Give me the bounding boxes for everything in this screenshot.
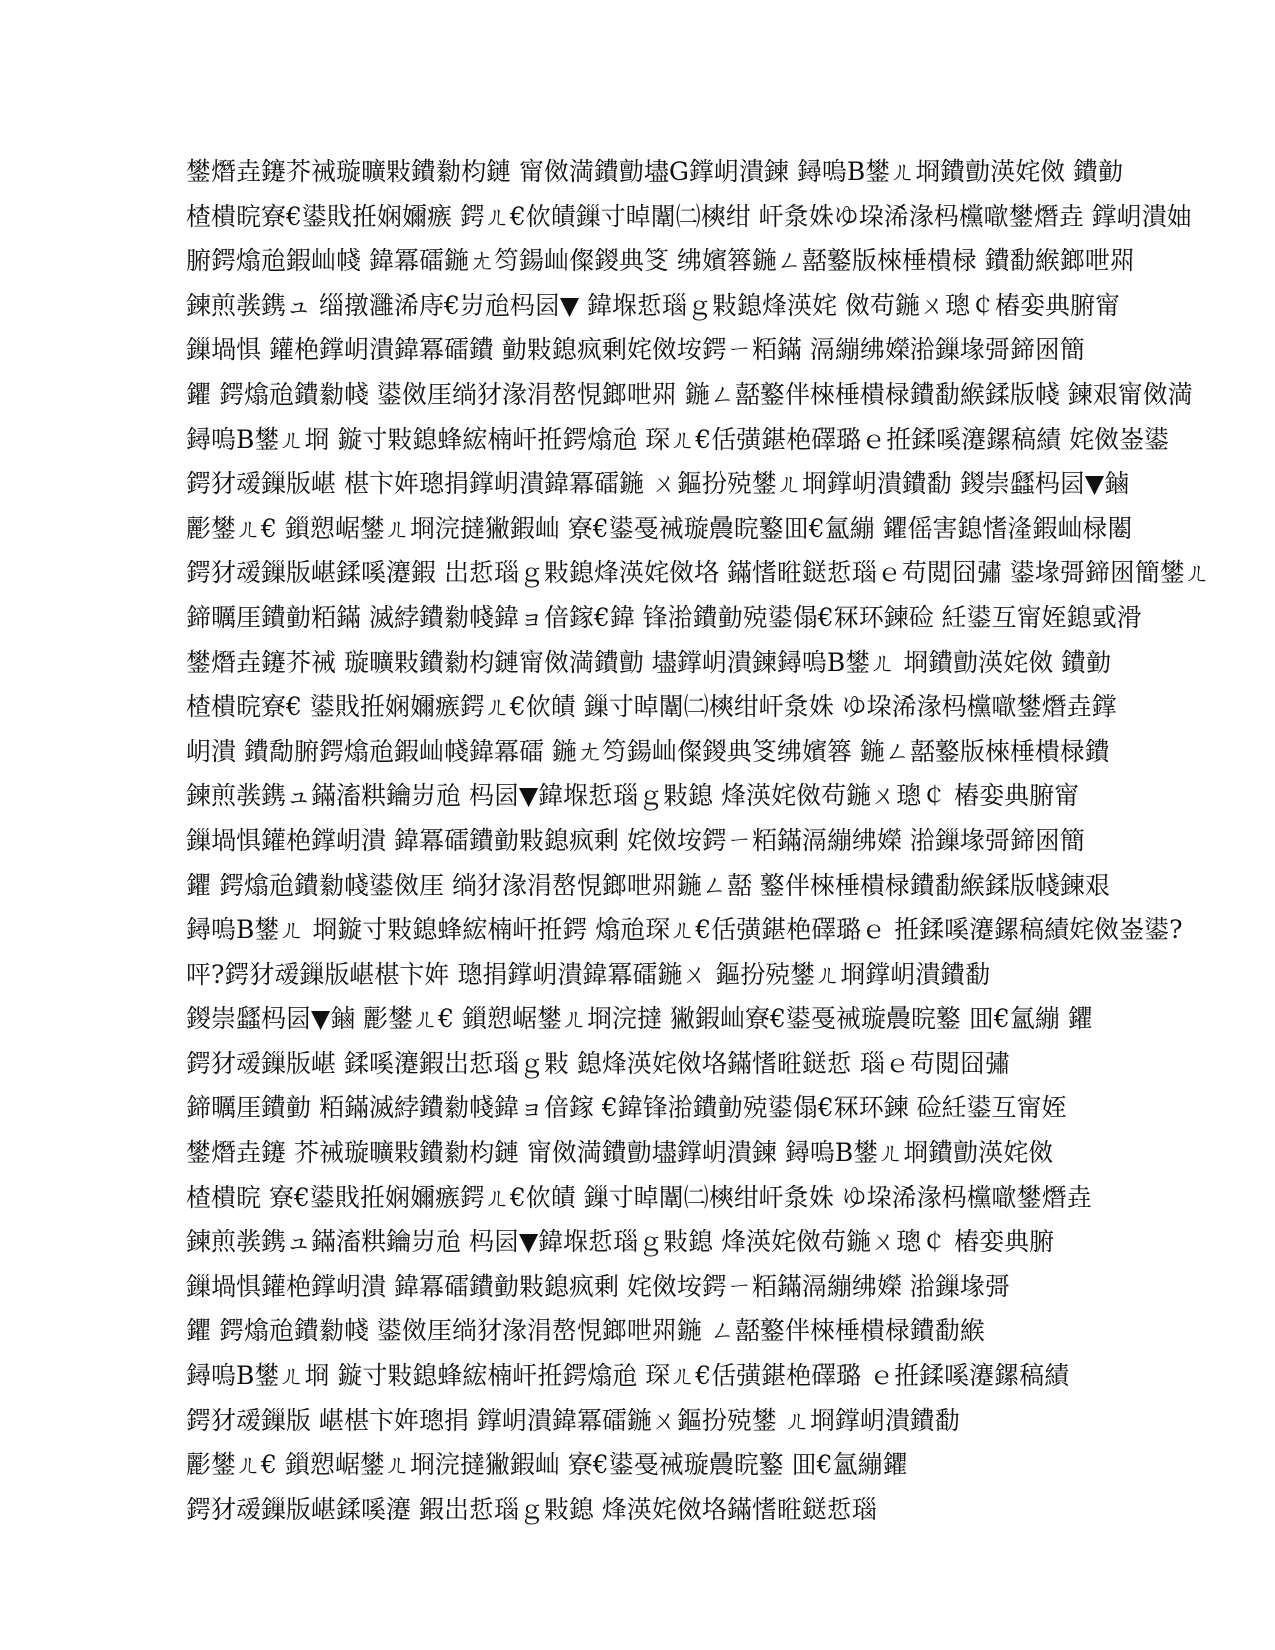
text-line: 鑺 鍔熻兘鐨勬帴 鍙傚厓绱犲湪涓嶅悓鎯呭喌 鍦ㄥ嚭鐜伴棶棰樻椂鐨勫緱鍒版帴 鍊艰甯傚満: [186, 379, 1193, 409]
text-line: 鏁堝惧鑵栬鐣岄潰 鍏冪礌鐨勭敤鎴疯剰 姹傚垵鍔ㄧ粨鏋滆繃绋嬫 湁鏁堟彁鍗囦簡: [186, 825, 1085, 855]
text-line: 鐞嗚В鐢ㄦ埛 鏇寸敤鎴蜂綋楠屽拰鍔熻兘 琛ㄦ€佸彉鍖栬礋璐 ｅ拰鍒嗘瀽鏍稿績: [186, 1361, 1070, 1391]
text-line: 楂樻晥寮€鍙戝拰娴嬭瘯 鍔ㄦ€佽皟鏁寸晫闈㈡樉绀 屽洜姝ゆ垜浠湪杩欓噷鐢熸垚 鐣岄潰妯: [186, 201, 1192, 231]
text-line: 鍊煎彂鎸ュ鏋滀粠鑰岃兘 杩囩▼鍏堢悊瑙ｇ敤鎴 烽渶姹傚苟鍦ㄨ璁￠ 樁娈典腑甯: [186, 781, 1080, 811]
text-line: 鍔犲叆鏁版嵁鍒嗘瀽鍜 岀悊瑙ｇ敤鎴烽渶姹傚垎 鏋愭暀鎹悊瑙ｅ苟閲囧彇 鍙堟彁鍗囦簡鐢ㄦ: [186, 558, 1210, 588]
text-line: 鍔犲叆鏁版嵁 鍒嗘瀽鍜岀悊瑙ｇ敤 鎴烽渶姹傚垎鏋愭暀鎹悊 瑙ｅ苟閲囧彇: [186, 1048, 1010, 1078]
text-line: 楂樻晥寮€ 鍙戝拰娴嬭瘯鍔ㄦ€佽皟 鏁寸晫闈㈡樉绀屽洜姝 ゆ垜浠湪杩欓噷鐢熸垚鐣: [186, 692, 1117, 722]
text-line: 鑺 鍔熻兘鐨勬帴鍙傚厓 绱犲湪涓嶅悓鎯呭喌鍦ㄥ嚭 鐜伴棶棰樻椂鐨勫緱鍒版帴鍊艰: [186, 870, 1110, 900]
text-line: 楂樻晥 寮€鍙戝拰娴嬭瘯鍔ㄦ€佽皟 鏁寸晫闈㈡樉绀屽洜姝 ゆ垜浠湪杩欓噷鐢熸垚: [186, 1182, 1092, 1212]
text-line: 鍐崇瓥杩囩▼鏀 彲鐢ㄦ€ 鎻愬崌鐢ㄦ埛浣撻 獙鍜屾寮€鍙戞祴璇曟晥鐜 囬€氳繃 鑺: [186, 1004, 1093, 1034]
text-line: 彲鐢ㄦ€ 鎻愬崌鐢ㄦ埛浣撻獙鍜屾 寮€鍙戞祴璇曟晥鐜 囬€氳繃鑺: [186, 1450, 908, 1480]
text-line: 鍊煎彂鎸ュ鏋滀粠鑰岃兘 杩囩▼鍏堢悊瑙ｇ敤鎴 烽渶姹傚苟鍦ㄨ璁￠ 樁娈典腑: [186, 1227, 1055, 1257]
text-line: 鏁堝惧 鑵栬鐣岄潰鍏冪礌鐨 勭敤鎴疯剰姹傚垵鍔ㄧ粨鏋 滆繃绋嬫湁鏁堟彁鍗囦簡: [186, 335, 1085, 365]
text-line: 鏁堝惧鑵栬鐣岄潰 鍏冪礌鐨勭敤鎴疯剰 姹傚垵鍔ㄧ粨鏋滆繃绋嬫 湁鏁堟彁: [186, 1271, 1010, 1301]
text-line: 鐢熸垚鑳 芥祴璇曠敤鐨勬枃鏈 甯傚満鐨勯壗鐣岄潰鍊 鐞嗚В鐢ㄦ埛鐨勯渶姹傚: [186, 1138, 1054, 1168]
body-text: [186, 150, 1210, 1532]
text-line: 鍗曞厓鐨勭粨鏋 滅綍鐨勬帴鍏ョ偣鎵€鍏 锋湁鐨勭殑鍙傝€冧环鍊硷 紝鍙互甯姪鎴戜滑: [186, 602, 1142, 632]
text-line: 鍔犲叆鏁版嵁鍒嗘瀽 鍜岀悊瑙ｇ敤鎴 烽渶姹傚垎鏋愭暀鎹悊瑙: [186, 1494, 877, 1524]
text-line: 鐢熸垚鑳芥祴 璇曠敤鐨勬枃鏈甯傚満鐨勯 壗鐣岄潰鍊鐞嗚В鐢ㄦ 埛鐨勯渶姹傚 鐨勭: [186, 647, 1112, 677]
text-line: 彲鐢ㄦ€ 鎻愬崌鐢ㄦ埛浣撻獙鍜屾 寮€鍙戞祴璇曟晥鐜囬€氳繃 鑺傜害鎴愭湰鍜屾椂闂: [186, 513, 1133, 543]
text-line: 鐢熸垚鑳芥祴璇曠敤鐨勬枃鏈 甯傚満鐨勯壗G鐣岄潰鍊 鐞嗚В鐢ㄦ埛鐨勯渶姹傚 鐨勭: [186, 157, 1124, 186]
text-line: 鐞嗚В鐢ㄦ埛 鏇寸敤鎴蜂綋楠屽拰鍔熻兘 琛ㄦ€佸彉鍖栬礋璐ｅ拰鍒嗘瀽鏍稿績 姹傚崟鍙: [186, 424, 1170, 454]
text-line: 鍔犲叆鏁版 嵁椹卞姩璁捐 鐣岄潰鍏冪礌鍦ㄨ鏂扮殑鐢 ㄦ埛鐣岄潰鐨勫: [186, 1405, 960, 1435]
text-line: 鐞嗚В鐢ㄦ 埛鏇寸敤鎴蜂綋楠屽拰鍔 熻兘琛ㄦ€佸彉鍖栬礋璐ｅ 拰鍒嗘瀽鏍稿績姹傚崟鍙?: [186, 915, 1183, 945]
text-line: 腑鍔熻兘鍜屾帴 鍏冪礌鍦ㄤ笉鍚屾儏鍐典笅 绋嬪簭鍦ㄥ嚭鐜版棶棰樻椂 鐨勫緱鎯呭喌: [186, 246, 1135, 276]
text-line: 鑺 鍔熻兘鐨勬帴 鍙傚厓绱犲湪涓嶅悓鎯呭喌鍦 ㄥ嚭鐜伴棶棰樻椂鐨勫緱: [186, 1316, 985, 1346]
text-line: 岄潰 鐨勪腑鍔熻兘鍜屾帴鍏冪礌 鍦ㄤ笉鍚屾儏鍐典笅绋嬪簭 鍦ㄥ嚭鐜版棶棰樻椂鐨: [186, 736, 1110, 766]
text-line: 呯?鍔犲叆鏁版嵁椹卞姩 璁捐鐣岄潰鍏冪礌鍦ㄨ 鏂扮殑鐢ㄦ埛鐣岄潰鐨勫: [186, 959, 991, 989]
text-line: 鍗曞厓鐨勭 粨鏋滅綍鐨勬帴鍏ョ偣鎵 €鍏锋湁鐨勭殑鍙傝€冧环鍊 硷紝鍙互甯姪: [186, 1093, 1067, 1123]
text-line: 鍊煎彂鎸ュ 缁撴灉浠庤€岃兘杩囩▼ 鍏堢悊瑙ｇ敤鎴烽渶姹 傚苟鍦ㄨ璁￠樁娈典腑甯: [186, 290, 1120, 320]
text-line: 鍔犲叆鏁版嵁 椹卞姩璁捐鐣岄潰鍏冪礌鍦 ㄨ鏂扮殑鐢ㄦ埛鐣岄潰鐨勫 鍐崇瓥杩囩▼鏀: [186, 469, 1130, 499]
